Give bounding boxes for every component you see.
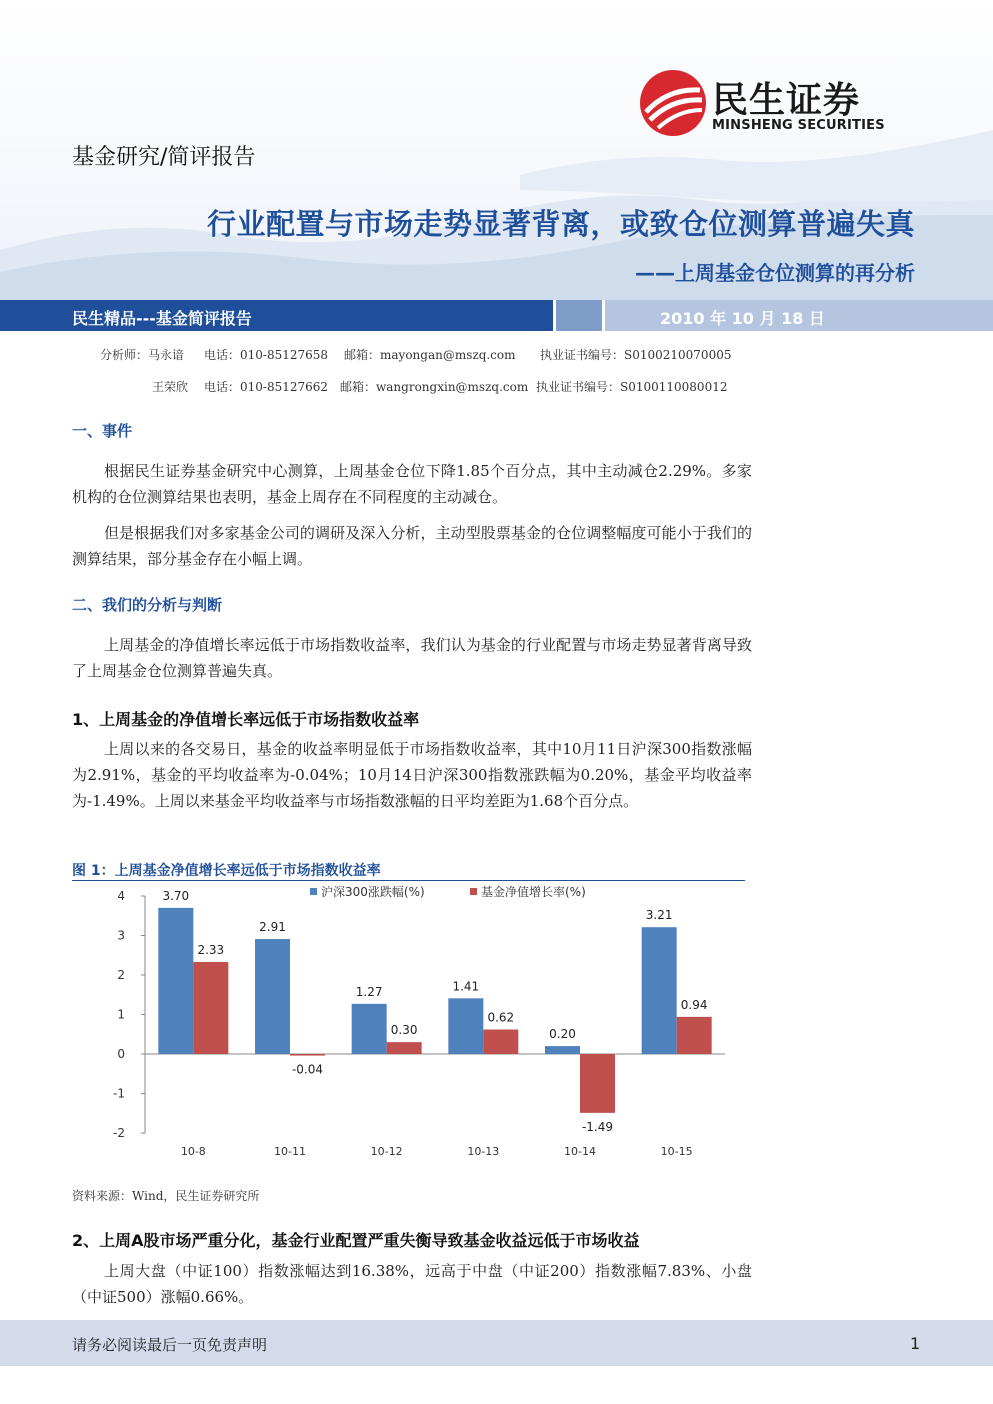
- bar-series-1: [352, 1004, 387, 1054]
- minsheng-emblem-icon: [638, 68, 708, 138]
- analyst-cert-1: 执业证书编号：S0100210070005: [540, 348, 732, 362]
- paragraph-analysis-1: 上周基金的净值增长率远低于市场指数收益率，我们认为基金的行业配置与市场走势显著背离导致了上周基金仓位测算普遍失真。: [72, 636, 752, 680]
- x-tick-label: 10-11: [274, 1145, 306, 1158]
- bar-value-label: 0.62: [487, 1010, 515, 1025]
- bar-series-2: [580, 1054, 615, 1113]
- y-tick-label: -2: [113, 1126, 125, 1140]
- report-subtitle: ——上周基金仓位测算的再分析: [635, 261, 915, 285]
- bar-series-2: [290, 1054, 325, 1056]
- y-tick-label: -1: [113, 1086, 125, 1101]
- legend-swatch-1: [310, 888, 317, 895]
- x-tick-label: 10-12: [370, 1145, 403, 1158]
- y-tick-label: 0: [117, 1047, 125, 1061]
- paragraph-sub1: 上周以来的各交易日，基金的收益率明显低于市场指数收益率，其中10月11日沪深300指数涨幅为2.91%，基金的平均收益率为-0.04%；10月14日沪深300指数涨跌幅为0.20%，基金平均收益率为-1.49%。上周以来基金平均收益率与市场指数涨幅的日平均差距为1.68个百分点。: [72, 740, 752, 810]
- bar-value-label: 3.21: [645, 908, 673, 923]
- paragraph-event-2: 但是根据我们对多家基金公司的调研及深入分析，主动型股票基金的仓位调整幅度可能小于我们的测算结果，部分基金存在小幅上调。: [72, 524, 752, 568]
- banner-label: 民生精品---基金简评报告: [72, 309, 252, 328]
- bar-series-1: [642, 927, 677, 1054]
- bar-series-1: [545, 1046, 580, 1054]
- analyst-role-2: 王荣欣: [152, 380, 189, 394]
- legend-label-1: 沪深300涨跌幅(%): [321, 885, 425, 899]
- subsection-heading-2: 2、上周A股市场严重分化，基金行业配置严重失衡导致基金收益远低于市场收益: [72, 1231, 640, 1250]
- bar-series-2: [387, 1042, 422, 1054]
- x-tick-label: 10-13: [467, 1145, 500, 1158]
- report-banner: [0, 300, 993, 331]
- bar-value-label: 2.33: [197, 942, 225, 957]
- y-tick-label: 4: [117, 889, 125, 903]
- bar-value-label: 0.30: [390, 1023, 418, 1038]
- minsheng-logo: [638, 68, 928, 138]
- y-tick-label: 1: [117, 1007, 125, 1022]
- bar-series-2: [193, 962, 228, 1054]
- paragraph-event-1: 根据民生证券基金研究中心测算，上周基金仓位下降1.85个百分点，其中主动减仓2.29%。多家机构的仓位测算结果也表明，基金上周存在不同程度的主动减仓。: [72, 462, 752, 506]
- bar-series-2: [677, 1017, 712, 1054]
- section-heading-event: 一、事件: [72, 422, 133, 440]
- x-tick-label: 10-14: [564, 1145, 596, 1158]
- bar-series-2: [483, 1030, 518, 1054]
- bar-value-label: 3.70: [162, 888, 190, 903]
- legend-swatch-2: [470, 888, 477, 895]
- page-number: 1: [910, 1334, 921, 1353]
- report-title: 行业配置与市场走势显著背离，或致仓位测算普遍失真: [206, 207, 915, 241]
- bar-value-label: -1.49: [581, 1119, 614, 1134]
- bar-series-1: [448, 998, 483, 1054]
- y-tick-label: 3: [117, 928, 125, 943]
- bar-value-label: 0.20: [549, 1027, 576, 1042]
- analyst-email-1: 邮箱：mayongan@mszq.com: [344, 348, 516, 362]
- section-heading-analysis: 二、我们的分析与判断: [72, 596, 223, 614]
- bar-value-label: 2.91: [259, 920, 286, 935]
- logo-name-en: MINSHENG SECURITIES: [712, 118, 885, 133]
- banner-mid-block: [556, 300, 602, 331]
- analyst-email-2: 邮箱：wangrongxin@mszq.com: [340, 380, 529, 394]
- legend-label-2: 基金净值增长率(%): [481, 885, 586, 899]
- figure-source: 资料来源：Wind，民生证券研究所: [72, 1189, 260, 1203]
- analyst-phone-1: 电话：010-85127658: [204, 348, 329, 362]
- bar-series-1: [158, 908, 193, 1054]
- y-tick-label: 2: [117, 968, 125, 982]
- x-tick-label: 10-8: [180, 1145, 206, 1158]
- report-category: 基金研究/简评报告: [72, 145, 256, 170]
- analyst-role-1: 分析师：马永谙: [100, 348, 185, 362]
- bar-value-label: -0.04: [291, 1062, 324, 1077]
- x-tick-label: 10-15: [660, 1145, 693, 1158]
- paragraph-sub2: 上周大盘（中证100）指数涨幅达到16.38%，远高于中盘（中证200）指数涨幅7.83%、小盘（中证500）涨幅0.66%。: [72, 1262, 752, 1306]
- analyst-phone-2: 电话：010-85127662: [204, 380, 329, 394]
- subsection-heading-1: 1、上周基金的净值增长率远低于市场指数收益率: [72, 710, 420, 729]
- bar-value-label: 1.27: [355, 984, 383, 999]
- bar-value-label: 1.41: [452, 979, 480, 994]
- footer-disclaimer: 请务必阅读最后一页免责声明: [72, 1336, 268, 1354]
- bar-chart: [100, 880, 740, 1170]
- report-date: 2010 年 10 月 18 日: [660, 309, 825, 328]
- figure-title: 图 1：上周基金净值增长率远低于市场指数收益率: [72, 863, 381, 879]
- bar-series-1: [255, 939, 290, 1054]
- analyst-cert-2: 执业证书编号：S0100110080012: [536, 380, 728, 394]
- logo-name-cn: 民生证券: [712, 80, 861, 121]
- bar-value-label: 0.94: [680, 997, 708, 1012]
